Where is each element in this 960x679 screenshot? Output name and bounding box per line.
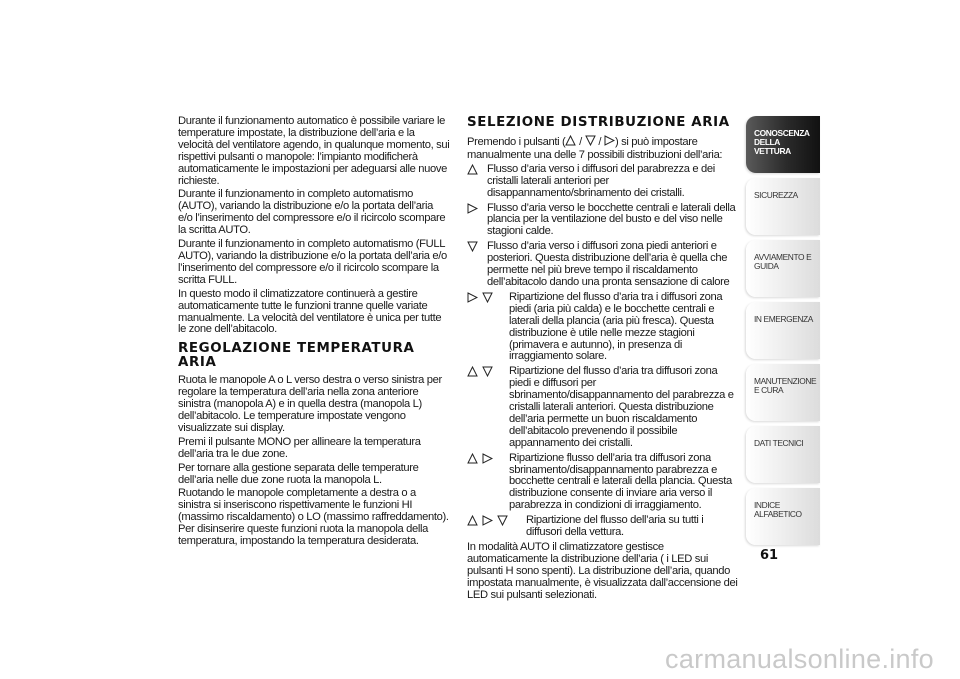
- airflow-right-icon: [467, 202, 482, 214]
- distribution-icons: [467, 292, 497, 304]
- distribution-icons: [467, 515, 512, 527]
- distribution-icons: [467, 241, 482, 253]
- paragraph-distribution-intro: [467, 135, 739, 162]
- distribution-icons: [467, 164, 482, 176]
- distribution-item-text: Ripartizione flusso dell’aria tra diffusori zona sbrinamento/disappannamento parabrezza e bocchette centrali e laterali della plancia. Questa distribuzione consente di inviare aria verso il parabrezza in condizioni di irraggiamento.: [509, 451, 732, 512]
- airflow-down-icon: [482, 291, 497, 303]
- paragraph-hi-lo: Ruotando le manopole completamente a destra o a sinistra si inseriscono rispettivamente le funzioni HI (massimo riscaldamento) o LO (massimo raffreddamento). Per disinserire queste funzioni ruota la manopola della temperatura, impostando la temperatura desiderata.: [178, 487, 449, 548]
- intro-separator: /: [595, 136, 604, 148]
- distribution-item: [467, 292, 739, 363]
- intro-text-after: ) si può impostare manualmente una delle 7 possibili distribuzioni dell’aria:: [467, 136, 723, 161]
- paragraph-auto-operation: Durante il funzionamento automatico è possibile variare le temperature impostate, la distribuzione dell’aria e la velocità del ventilatore agendo, in qualunque momento, sui rispettivi pulsanti o manopole: l’impianto modificherà automaticamente le impostazioni per adeguarsi alle nuove richieste.: [178, 115, 450, 187]
- intro-text-before: Premendo i pulsanti (: [467, 136, 566, 148]
- paragraph-mono: Premi il pulsante MONO per allineare la temperatura dell’aria tra le due zone.: [178, 435, 421, 460]
- airflow-up-icon: [467, 163, 482, 175]
- airflow-right-icon: [467, 291, 482, 303]
- airflow-down-icon: [467, 240, 482, 252]
- distribution-icons: [467, 366, 497, 378]
- paragraph-manual-override: In questo modo il climatizzatore continuerà a gestire automaticamente tutte le funzioni tranne quelle variate manualmente. La velocità del ventilatore è unica per tutte le zone dell’abitacolo.: [178, 287, 442, 336]
- intro-separator: /: [576, 136, 585, 148]
- chapter-tab[interactable]: SICUREZZA: [746, 178, 820, 235]
- distribution-item-text: Flusso d’aria verso i diffusori del parabrezza e dei cristalli laterali anteriori per disappannamento/sbrinamento dei cristalli.: [487, 162, 715, 199]
- distribution-item: [467, 515, 739, 539]
- distribution-icons: [467, 203, 482, 215]
- distribution-item-text: Ripartizione del flusso d’aria tra i diffusori zona piedi (aria più calda) e le bocchette centrali e laterali della plancia (aria più fresca). Questa distribuzione è utile nelle mezze stagioni (primavera e autunno), in presenza di irraggiamento solare.: [509, 290, 723, 363]
- chapter-sidebar: [746, 116, 820, 550]
- distribution-list: [467, 164, 739, 539]
- airflow-up-icon: [467, 514, 482, 526]
- paragraph-full-auto-mode: Durante il funzionamento in completo automatismo (FULL AUTO), variando la distribuzione e/o la portata dell’aria e/o l’inserimento del compressore e/o il ricircolo scompare la scritta FULL.: [178, 238, 447, 286]
- airflow-up-icon: [467, 452, 482, 464]
- airflow-right-icon: [604, 135, 615, 150]
- distribution-item-text: Flusso d’aria verso le bocchette centrali e laterali della plancia per la ventilazione del busto e del viso nelle stagioni calde.: [487, 201, 736, 238]
- airflow-down-icon: [585, 135, 596, 150]
- distribution-item-text: Flusso d’aria verso i diffusori zona piedi anteriori e posteriori. Questa distribuzione dell’aria è quella che permette nel più breve tempo il riscaldamento dell’abitacolo dando una pronta sensazione di calore: [487, 240, 730, 288]
- page-number: 61: [760, 548, 779, 563]
- distribution-item: [467, 164, 739, 200]
- paragraph-auto-mode: Durante il funzionamento in completo automatismo (AUTO), variando la distribuzione e/o la portata dell’aria e/o l’inserimento del compressore e/o il ricircolo scompare la scritta AUTO.: [178, 188, 446, 237]
- chapter-tab[interactable]: MANUTENZIONE E CURA: [746, 364, 820, 421]
- distribution-item: [467, 366, 739, 449]
- chapter-tab[interactable]: INDICE ALFABETICO: [746, 488, 820, 545]
- section-heading-temperature: REGOLAZIONE TEMPERATURA ARIA: [178, 341, 415, 371]
- right-column: [467, 116, 739, 604]
- paragraph-separate-zones: Per tornare alla gestione separata delle temperature dell’aria nelle due zone ruota la manopola L.: [178, 461, 419, 486]
- chapter-tab[interactable]: CONOSCENZA DELLA VETTURA: [746, 116, 820, 173]
- chapter-tab[interactable]: IN EMERGENZA: [746, 302, 820, 359]
- airflow-down-icon: [497, 514, 512, 526]
- left-column: [178, 116, 450, 550]
- paragraph-knobs: Ruota le manopole A o L verso destra o verso sinistra per regolare la temperatura dell’aria nella zona anteriore sinistra (manopola A) e in quella destra (manopola L) dell’abitacolo. Le temperature impostate vengono visualizzate sui display.: [178, 374, 442, 434]
- airflow-up-icon: [565, 135, 576, 150]
- airflow-right-icon: [482, 514, 497, 526]
- distribution-item-text: Ripartizione del flusso d’aria tra diffusori zona piedi e diffusori per sbrinamento/disappannamento del parabrezza e cristalli laterali anteriori. Questa distribuzione dell’aria permette un buon riscaldamento dell’abitacolo prevenendo il possibile appannamento dei cristalli.: [509, 365, 734, 449]
- distribution-icons: [467, 453, 497, 465]
- airflow-right-icon: [482, 452, 497, 464]
- chapter-tab[interactable]: DATI TECNICI: [746, 426, 820, 483]
- airflow-down-icon: [482, 365, 497, 377]
- section-heading-distribution: SELEZIONE DISTRIBUZIONE ARIA: [467, 115, 730, 130]
- watermark: carmanualsonline.info: [665, 644, 934, 674]
- chapter-tab[interactable]: AVVIAMENTO E GUIDA: [746, 240, 820, 297]
- paragraph-auto-led: In modalità AUTO il climatizzatore gestisce automaticamente la distribuzione dell’aria ( i LED sui pulsanti H sono spenti). La distribuzione dell’aria, quando impostata manualmente, è visualizzata dall’accensione dei LED sui pulsanti selezionati.: [467, 541, 738, 601]
- airflow-up-icon: [467, 365, 482, 377]
- distribution-item: [467, 241, 739, 289]
- distribution-item-text: Ripartizione del flusso dell’aria su tutti i diffusori della vettura.: [526, 514, 704, 539]
- distribution-item: [467, 203, 739, 239]
- distribution-item: [467, 453, 739, 513]
